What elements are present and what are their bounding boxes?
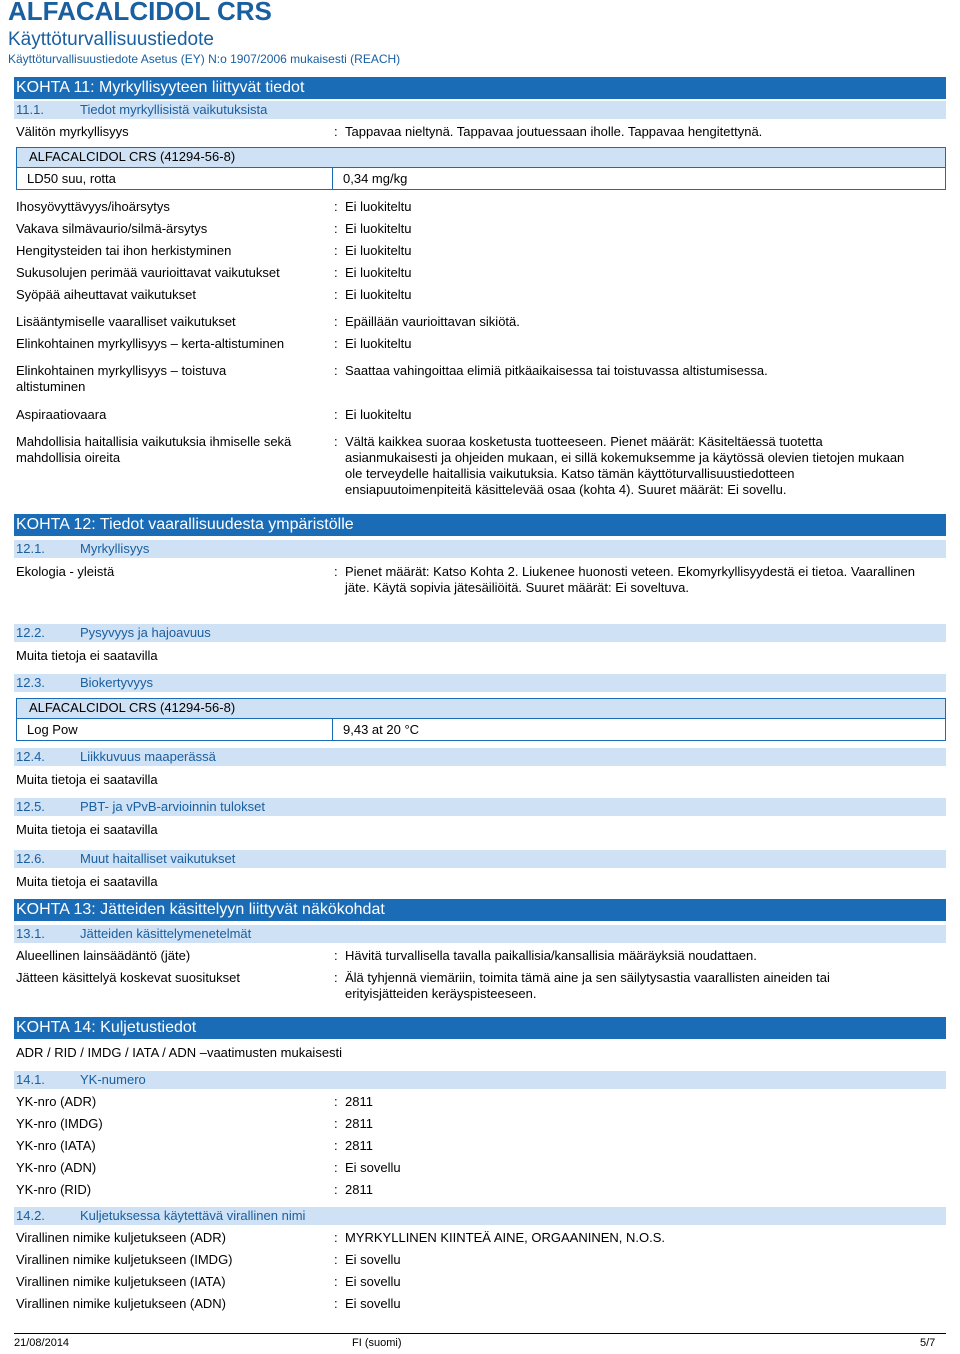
shipping-name-label: Virallinen nimike kuljetukseen (ADR) — [16, 1230, 227, 1245]
section-12-heading: KOHTA 12: Tiedot vaarallisuudesta ympäristölle — [14, 514, 946, 536]
property-value: Epäillään vaurioittavan sikiötä. — [345, 314, 520, 329]
property-label: Mahdollisia haitallisia vaikutuksia ihmiselle sekä mahdollisia oireita — [16, 434, 292, 465]
footer-language: FI (suomi) — [352, 1337, 402, 1349]
un-number-value: 2811 — [345, 1138, 373, 1153]
colon: : — [334, 1296, 338, 1311]
colon: : — [334, 434, 338, 449]
footer-page-number: 5/7 — [920, 1337, 936, 1349]
colon: : — [334, 407, 338, 422]
property-value: Ei luokiteltu — [345, 265, 412, 280]
section-13-heading: KOHTA 13: Jätteiden käsittelyyn liittyvät näkökohdat — [14, 899, 946, 921]
property-value: Ei luokiteltu — [345, 199, 412, 214]
shipping-name-label: Virallinen nimike kuljetukseen (IMDG) — [16, 1252, 233, 1267]
waste-recommendation-label: Jätteen käsittelyä koskevat suositukset — [16, 970, 241, 985]
colon: : — [334, 1116, 338, 1131]
acute-toxicity-label: Välitön myrkyllisyys — [16, 124, 129, 139]
subsection-label: Tiedot myrkyllisistä vaikutuksista — [80, 102, 268, 117]
un-number-label: YK-nro (RID) — [16, 1182, 92, 1197]
subsection-13-1 — [14, 925, 946, 943]
subsection-label: Myrkyllisyys — [80, 541, 150, 556]
property-value: Ei luokiteltu — [345, 243, 412, 258]
subsection-label: PBT- ja vPvB-arvioinnin tulokset — [80, 799, 265, 814]
shipping-name-value: MYRKYLLINEN KIINTEÄ AINE, ORGAANINEN, N.O.S. — [345, 1230, 666, 1245]
property-label: Elinkohtainen myrkyllisyys – kerta-altistuminen — [16, 336, 285, 351]
section-11-heading: KOHTA 11: Myrkyllisyyteen liittyvät tiedot — [14, 77, 946, 99]
document-subtitle: Käyttöturvallisuustiedote — [8, 29, 214, 50]
colon: : — [334, 948, 338, 963]
un-number-label: YK-nro (IATA) — [16, 1138, 96, 1153]
property-label: Syöpää aiheuttavat vaikutukset — [16, 287, 196, 302]
colon: : — [334, 1094, 338, 1109]
waste-recommendation-value: Älä tyhjennä viemäriin, toimita tämä aine ja sen säilytysastia vaarallisten aineiden tai erityisjätteiden keräyspisteeseen. — [345, 970, 830, 1001]
subsection-label: Liikkuvuus maaperässä — [80, 749, 216, 764]
property-label: Hengitysteiden tai ihon herkistyminen — [16, 243, 232, 258]
colon: : — [334, 124, 338, 139]
subsection-label: Biokertyvyys — [80, 675, 153, 690]
ecology-label: Ekologia - yleistä — [16, 564, 115, 579]
subsection-label: Pysyvyys ja hajoavuus — [80, 625, 211, 640]
subsection-number: 12.5. — [16, 799, 45, 814]
acute-toxicity-value: Tappavaa nieltynä. Tappavaa joutuessaan iholle. Tappavaa hengitettynä. — [345, 124, 763, 139]
colon: : — [334, 1160, 338, 1175]
colon: : — [334, 1138, 338, 1153]
subsection-12-3 — [14, 674, 946, 692]
ld50-label: LD50 suu, rotta — [16, 167, 333, 190]
colon: : — [334, 221, 338, 236]
subsection-number: 12.1. — [16, 541, 45, 556]
shipping-name-label: Virallinen nimike kuljetukseen (ADN) — [16, 1296, 227, 1311]
property-value: Ei luokiteltu — [345, 221, 412, 236]
property-label: Elinkohtainen myrkyllisyys – toistuva altistuminen — [16, 363, 227, 394]
colon: : — [334, 265, 338, 280]
un-number-value: 2811 — [345, 1094, 373, 1109]
property-value: Ei luokiteltu — [345, 407, 412, 422]
property-label: Aspiraatiovaara — [16, 407, 107, 422]
subsection-12-6 — [14, 850, 946, 868]
ld50-value: 0,34 mg/kg — [332, 167, 946, 190]
subsection-number: 11.1. — [16, 102, 44, 117]
colon: : — [334, 199, 338, 214]
transport-intro: ADR / RID / IMDG / IATA / ADN –vaatimusten mukaisesti — [16, 1045, 343, 1060]
property-value: Ei luokiteltu — [345, 336, 412, 351]
subsection-label: Jätteiden käsittelymenetelmät — [80, 926, 252, 941]
shipping-name-value: Ei sovellu — [345, 1274, 401, 1289]
subsection-label: Kuljetuksessa käytettävä virallinen nimi — [80, 1208, 306, 1223]
subsection-12-2 — [14, 624, 946, 642]
subsection-14-2 — [14, 1207, 946, 1225]
subsection-number: 13.1. — [16, 926, 45, 941]
no-data-text: Muita tietoja ei saatavilla — [16, 874, 158, 889]
colon: : — [334, 336, 338, 351]
colon: : — [334, 1252, 338, 1267]
substance-box-header: ALFACALCIDOL CRS (41294-56-8) — [16, 147, 946, 168]
colon: : — [334, 363, 338, 378]
subsection-number: 12.6. — [16, 851, 45, 866]
subsection-label: YK-numero — [80, 1072, 146, 1087]
subsection-number: 14.2. — [16, 1208, 45, 1223]
section-14-heading: KOHTA 14: Kuljetustiedot — [14, 1017, 946, 1039]
colon: : — [334, 1274, 338, 1289]
property-value: Saattaa vahingoittaa elimiä pitkäaikaisessa tai toistuvassa altistumisessa. — [345, 363, 768, 378]
property-value: Ei luokiteltu — [345, 287, 412, 302]
property-label: Ihosyövyttävyys/ihoärsytys — [16, 199, 170, 214]
subsection-12-5 — [14, 798, 946, 816]
property-value: Vältä kaikkea suoraa kosketusta tuotteeseen. Pienet määrät: Käsiteltäessä tuotetta asianmukaisesti ja ohjeiden mukaan, ei sillä kokemuksemme ja käytössä olevien tietojen mukaan ole terveydelle haitallisia vaikutuksia. Katso tämän käyttöturvallisuustiedotteen ensiapuutoimenpiteitä käsittelevää osaa (kohta 4). Suuret määrät: Ei sovellu. — [345, 434, 905, 497]
document-title: ALFACALCIDOL CRS — [8, 0, 272, 26]
substance-box-header: ALFACALCIDOL CRS (41294-56-8) — [16, 698, 946, 719]
subsection-12-1 — [14, 540, 946, 558]
un-number-label: YK-nro (ADN) — [16, 1160, 97, 1175]
un-number-value: 2811 — [345, 1182, 373, 1197]
colon: : — [334, 970, 338, 985]
colon: : — [334, 287, 338, 302]
subsection-number: 12.2. — [16, 625, 45, 640]
subsection-label: Muut haitalliset vaikutukset — [80, 851, 236, 866]
no-data-text: Muita tietoja ei saatavilla — [16, 822, 158, 837]
colon: : — [334, 243, 338, 258]
log-pow-label: Log Pow — [16, 718, 333, 741]
un-number-label: YK-nro (ADR) — [16, 1094, 97, 1109]
subsection-12-4 — [14, 748, 946, 766]
shipping-name-value: Ei sovellu — [345, 1252, 401, 1267]
property-label: Vakava silmävaurio/silmä-ärsytys — [16, 221, 208, 236]
regulation-line: Käyttöturvallisuustiedote Asetus (EY) N:o 1907/2006 mukaisesti (REACH) — [8, 52, 401, 66]
log-pow-value: 9,43 at 20 °C — [332, 718, 946, 741]
subsection-14-1 — [14, 1071, 946, 1089]
ecology-value: Pienet määrät: Katso Kohta 2. Liukenee huonosti veteen. Ekomyrkyllisyydestä ei tietoa. Vaarallinen jäte. Käytä sopivia jätesäiliöitä. Suuret määrät: Ei soveltuva. — [345, 564, 915, 595]
subsection-number: 12.4. — [16, 749, 45, 764]
subsection-number: 12.3. — [16, 675, 45, 690]
colon: : — [334, 564, 338, 579]
un-number-value: 2811 — [345, 1116, 373, 1131]
colon: : — [334, 1182, 338, 1197]
no-data-text: Muita tietoja ei saatavilla — [16, 648, 158, 663]
waste-law-value: Hävitä turvallisella tavalla paikallisia/kansallisia määräyksiä noudattaen. — [345, 948, 757, 963]
shipping-name-label: Virallinen nimike kuljetukseen (IATA) — [16, 1274, 226, 1289]
un-number-label: YK-nro (IMDG) — [16, 1116, 103, 1131]
colon: : — [334, 1230, 338, 1245]
waste-law-label: Alueellinen lainsäädäntö (jäte) — [16, 948, 191, 963]
footer-date: 21/08/2014 — [14, 1337, 70, 1349]
no-data-text: Muita tietoja ei saatavilla — [16, 772, 158, 787]
colon: : — [334, 314, 338, 329]
subsection-number: 14.1. — [16, 1072, 45, 1087]
subsection-11-1 — [14, 101, 946, 119]
property-label: Sukusolujen perimää vaurioittavat vaikutukset — [16, 265, 280, 280]
un-number-value: Ei sovellu — [345, 1160, 401, 1175]
property-label: Lisääntymiselle vaaralliset vaikutukset — [16, 314, 236, 329]
footer-divider — [14, 1333, 946, 1334]
shipping-name-value: Ei sovellu — [345, 1296, 401, 1311]
